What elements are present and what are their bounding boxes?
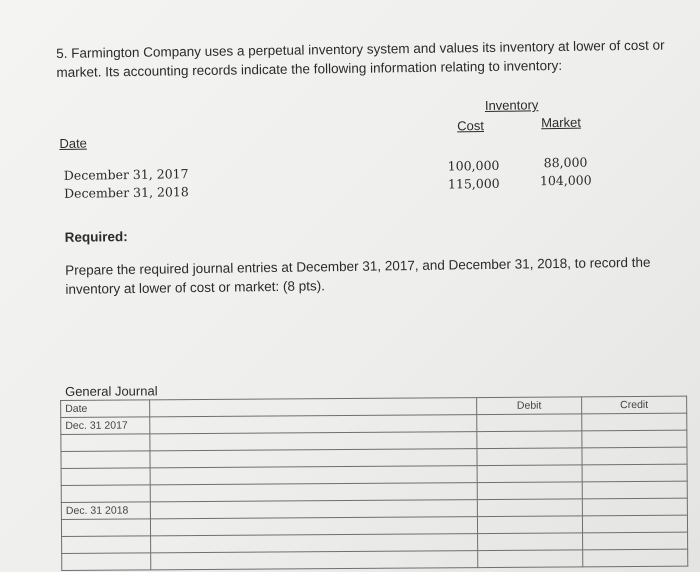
journal-date-cell[interactable] — [62, 553, 151, 571]
journal-debit-cell[interactable] — [477, 516, 582, 534]
date-column-header: Date — [59, 135, 87, 151]
row-1-date: December 31, 2017 — [63, 166, 189, 183]
general-journal — [60, 380, 680, 517]
journal-debit-cell[interactable] — [477, 414, 582, 432]
journal-date-cell[interactable] — [61, 434, 150, 452]
inventory-group-header: Inventory — [484, 97, 539, 114]
journal-account-cell[interactable] — [151, 551, 478, 570]
journal-credit-cell[interactable] — [582, 430, 687, 448]
row-1-cost: 100,000 — [447, 157, 500, 174]
row-2-date: December 31, 2018 — [63, 184, 189, 201]
journal-debit-cell[interactable] — [477, 499, 582, 517]
inventory-table — [57, 73, 688, 201]
row-2-market: 104,000 — [539, 172, 592, 189]
question-intro: 5. Farmington Company uses a perpetual inventory system and values its inventory at lower of cost or market. Its accounting records indicate the following information relating to inventory: — [56, 37, 665, 80]
journal-debit-cell[interactable] — [477, 431, 582, 449]
journal-credit-cell[interactable] — [582, 464, 687, 482]
journal-credit-cell[interactable] — [582, 481, 687, 499]
journal-debit-cell[interactable] — [477, 448, 582, 466]
journal-debit-cell[interactable] — [477, 465, 582, 483]
journal-debit-header: Debit — [477, 397, 582, 415]
journal-date-cell[interactable] — [61, 519, 150, 537]
journal-date-cell[interactable] — [61, 468, 150, 486]
cost-column-header: Cost — [457, 118, 485, 134]
market-column-header: Market — [541, 114, 581, 131]
instruction-text: Prepare the required journal entries at December 31, 2017, and December 31, 2018, to record the inventory at lower of cost or market: (8 pts). — [65, 254, 651, 297]
required-label: Required: — [64, 229, 128, 245]
journal-credit-cell[interactable] — [582, 515, 687, 533]
journal-debit-cell[interactable] — [478, 550, 583, 568]
journal-debit-cell[interactable] — [478, 533, 583, 551]
journal-date-cell[interactable] — [61, 485, 150, 503]
journal-credit-cell[interactable] — [583, 549, 688, 567]
question-block — [56, 35, 689, 299]
journal-credit-cell[interactable] — [582, 498, 687, 516]
journal-credit-cell[interactable] — [583, 532, 688, 550]
journal-date-header: Date — [61, 400, 150, 418]
entry-2-date: Dec. 31 2018 — [61, 502, 150, 520]
row-2-cost: 115,000 — [447, 175, 500, 192]
journal-date-cell[interactable] — [62, 536, 151, 554]
journal-debit-cell[interactable] — [477, 482, 582, 500]
row-1-market: 88,000 — [543, 154, 588, 171]
entry-1-date: Dec. 31 2017 — [61, 417, 150, 435]
journal-title: General Journal — [64, 383, 158, 399]
journal-table — [60, 396, 688, 571]
journal-date-cell[interactable] — [61, 451, 150, 469]
journal-row — [62, 549, 688, 570]
journal-credit-cell[interactable] — [582, 447, 687, 465]
journal-credit-cell[interactable] — [582, 413, 687, 431]
journal-credit-header: Credit — [582, 396, 687, 414]
